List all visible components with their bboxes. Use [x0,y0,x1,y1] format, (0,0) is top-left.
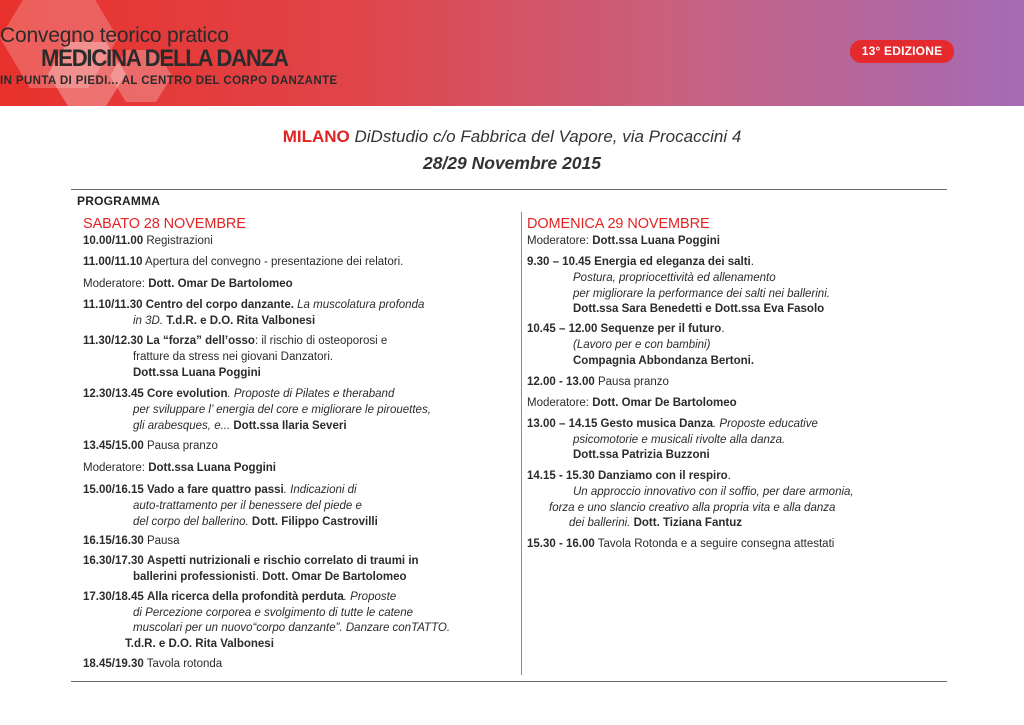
event-time: 10.45 – 12.00 [527,323,598,335]
event-text: Pausa pranzo [146,440,218,452]
column-divider [521,212,522,675]
location-city: MILANO [282,127,350,146]
top-divider [71,189,947,190]
event-title: Sequenze per il futuro [600,323,722,335]
event-text: Registrazioni [146,235,213,247]
event-time: 11.10/11.30 [83,299,143,311]
list-item [83,255,403,270]
event-speaker: Dott.ssa Sara Benedetti e Dott.ssa Eva Fasolo [573,303,825,315]
header-title: MEDICINA DELLA DANZA [40,45,288,72]
event-time: 9.30 – 10.45 [527,256,591,268]
event-time: 11.30/12.30 [83,335,144,347]
event-speaker: Dott. Filippo Castrovilli [251,516,378,528]
moderator-label: Moderatore: [527,397,590,409]
event-time: 16.30/17.30 [83,555,144,567]
list-item-continuation [527,516,742,531]
event-time: 15.30 - 16.00 [527,538,595,550]
programma-label: PROGRAMMA [77,194,161,208]
event-description: in 3D. [133,315,164,327]
moderator-name: Dott. Omar De Bartolomeo [148,278,293,290]
list-item: 14.15 - 15.30 Danziamo con il respiro. [527,470,731,482]
edition-badge: 13° EDIZIONE [850,40,954,63]
saturday-title: SABATO 28 NOVEMBRE [83,216,246,232]
moderator-name: Dott. Omar De Bartolomeo [592,397,737,409]
header-banner [0,0,1024,106]
event-title: ballerini professionisti [133,571,256,583]
event-speaker: Dott.ssa Ilaria Severi [233,420,347,432]
list-item-continuation: per migliorare la performance dei salti nei ballerini. [573,288,830,300]
event-speaker: Dott. Tiziana Fantuz [633,517,742,529]
event-time: 12.30/13.45 [83,388,144,400]
list-item [527,417,818,432]
list-item [83,534,180,549]
moderator-label: Moderatore: [527,235,590,247]
event-speaker: Dott.ssa Luana Poggini [133,367,261,379]
list-item [527,375,669,390]
moderator-line [83,461,276,476]
list-item [83,590,396,605]
moderator-line [527,396,737,411]
header-subtitle: Convegno teorico pratico [0,24,229,47]
event-description: . Indicazioni di [283,484,357,496]
event-text: Tavola Rotonda e a seguire consegna attestati [597,538,835,550]
list-item [83,554,419,569]
moderator-name: Dott.ssa Luana Poggini [148,462,277,474]
event-description: dei ballerini. [569,517,631,529]
location-line [0,126,1024,148]
moderator-line [83,277,293,292]
list-item-continuation: Un approccio innovativo con il soffio, per dare armonia, [573,486,854,498]
event-description: . Proposte di Pilates e theraband [227,388,395,400]
list-item [83,234,213,249]
moderator-label: Moderatore: [83,462,146,474]
list-item [83,483,357,498]
list-item-continuation: psicomotorie e musicali rivolte alla danza. [573,434,786,446]
list-item-continuation: fratture da stress nei giovani Danzatori. [133,351,334,363]
header-tagline: IN PUNTA DI PIEDI... AL CENTRO DEL CORPO DANZANTE [0,75,338,87]
event-time: 16.15/16.30 [83,535,144,547]
list-item [527,537,834,552]
event-description: del corpo del ballerino. [133,516,249,528]
list-item-continuation [83,515,378,530]
list-item [83,334,387,349]
event-title: Aspetti nutrizionali e rischio correlato di traumi in [146,555,419,567]
list-item-continuation: muscolari per un nuovo“corpo danzante”. Danzare conTATTO. [133,622,451,634]
list-item-continuation: di Percezione corporea e svolgimento di tutte le catene [133,607,413,619]
event-time: 13.45/15.00 [83,440,144,452]
event-speaker: T.d.R. e D.O. Rita Valbonesi [125,638,274,650]
event-description: La muscolatura profonda [297,299,425,311]
sunday-title: DOMENICA 29 NOVEMBRE [527,216,710,232]
event-time: 17.30/18.45 [83,591,144,603]
event-time: 13.00 – 14.15 [527,418,598,430]
event-title: Alla ricerca della profondità perduta [146,591,344,603]
event-time: 11.00/11.10 [83,256,143,268]
event-text: Pausa pranzo [597,376,669,388]
list-item-continuation [83,314,315,329]
list-item-continuation: ballerini professionisti. Dott. Omar De Bartolomeo [133,571,407,583]
event-title: La “forza” dell’osso [146,335,255,347]
event-description: . Proposte educative [713,418,818,430]
event-title: Vado a fare quattro passi [146,484,284,496]
event-description: . Proposte [343,591,397,603]
event-time: 14.15 - 15.30 [527,470,595,482]
list-item: 10.45 – 12.00 Sequenze per il futuro. [527,323,725,335]
event-description: gli arabesques, e... [133,420,231,432]
event-text: Pausa [146,535,180,547]
event-title: Danziamo con il respiro [597,470,728,482]
event-time: 10.00/11.00 [83,235,144,247]
list-item: 9.30 – 10.45 Energia ed eleganza dei salti. [527,256,754,268]
event-title: Energia ed eleganza dei salti [594,256,751,268]
list-item [83,298,424,313]
event-speaker: Dott. Omar De Bartolomeo [262,571,407,583]
event-title: Centro del corpo danzante. [145,299,294,311]
list-item [83,657,222,672]
event-speaker: T.d.R. e D.O. Rita Valbonesi [166,315,316,327]
moderator-line [527,234,720,249]
event-speaker: Compagnia Abbondanza Bertoni. [573,355,755,367]
list-item-continuation: (Lavoro per e con bambini) [573,339,711,351]
moderator-name: Dott.ssa Luana Poggini [592,235,721,247]
moderator-label: Moderatore: [83,278,146,290]
list-item-continuation: auto-trattamento per il benessere del piede e [133,500,362,512]
location-address: DiDstudio c/o Fabbrica del Vapore, via Procaccini 4 [354,127,742,146]
list-item [83,387,394,402]
event-dates: 28/29 Novembre 2015 [422,153,602,173]
event-title: Gesto musica Danza [600,418,714,430]
list-item-continuation: forza e uno slancio creativo alla propria vita e alla danza [549,502,836,514]
event-time: 18.45/19.30 [83,658,144,670]
list-item-continuation [83,419,347,434]
event-text: Tavola rotonda [146,658,223,670]
bottom-divider [71,681,947,682]
event-time: 15.00/16.15 [83,484,144,496]
list-item [83,439,218,454]
event-title: Core evolution [146,388,228,400]
list-item-continuation: Postura, propriocettività ed allenamento [573,272,776,284]
list-item-continuation: per sviluppare l’ energia del core e migliorare le pirouettes, [133,404,431,416]
event-speaker: Dott.ssa Patrizia Buzzoni [573,449,710,461]
event-description: : il rischio di osteoporosi e [254,335,388,347]
event-text: Apertura del convegno - presentazione dei relatori. [145,256,404,268]
event-time: 12.00 - 13.00 [527,376,595,388]
